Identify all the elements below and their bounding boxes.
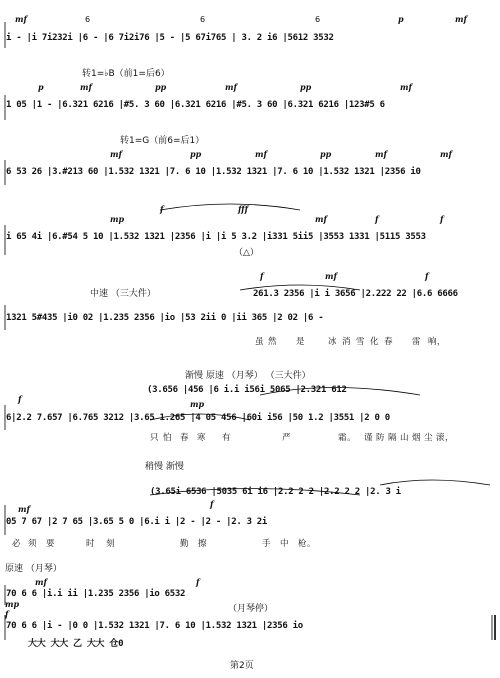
dynamic-mark: mf (400, 82, 412, 92)
notation-line: i - |i 7i232i |6 - |6 7i2i76 |5 - |5 67i765 | 3. 2 i6 |5612 3532 (6, 33, 334, 43)
dynamic-mark: p (38, 82, 44, 92)
dynamic-mark: f (375, 214, 379, 224)
lyric-char: 滚， (436, 433, 455, 443)
dynamic-mark: fff (238, 204, 249, 214)
dynamic-mark: mf (110, 149, 122, 159)
lyric-char: 消 (342, 337, 352, 347)
notation-line: 6|2.2 7.657 |6.765 3212 |3.65 1.265 |4 05 456 |60i i56 |50 1.2 |3551 |2 0 0 (6, 413, 390, 423)
lyric-char: 枪。 (298, 539, 317, 549)
lyric-char: 须 (28, 539, 38, 549)
dynamic-mark: mf (455, 14, 467, 24)
notation-line: i 65 4i |6.#54 5 10 |1.532 1321 |2356 |i |i 5 3.2 |i331 5ii5 |3553 1331 |5115 3553 (6, 232, 426, 242)
lyric-char: 隔 (388, 433, 398, 443)
lyric-char: 烟 (412, 433, 422, 443)
triangle-mark: （△） (234, 248, 259, 258)
dynamic-mark: pp (190, 149, 202, 159)
dynamic-mark: f (210, 499, 214, 509)
lyric-char: 怕 (163, 433, 173, 443)
dynamic-mark: mf (325, 271, 337, 281)
tuplet-mark: 6 (315, 15, 321, 24)
dynamic-mark: mf (225, 82, 237, 92)
lyric-char: 中 (280, 539, 290, 549)
dynamic-mark: mf (80, 82, 92, 92)
dynamic-mark: f (260, 271, 264, 281)
notation-line: 6 53 26 |3.#213 60 |1.532 1321 |7. 6 10 |1.532 1321 |7. 6 10 |1.532 1321 |2356 i0 (6, 167, 421, 177)
dynamic-mark: mp (190, 399, 205, 409)
dynamic-mark: f (196, 577, 200, 587)
dynamic-mark: pp (300, 82, 312, 92)
lyric-char: 谨 (364, 433, 374, 443)
upper-notation: 261.3 2356 |i i 3656 |2.222 22 |6.6 6666 (253, 289, 458, 299)
lyric-char: 要 (46, 539, 56, 549)
tempo-annotation: 中速 （三大件） (90, 289, 156, 299)
dynamic-mark: mp (5, 599, 20, 609)
percussion-line: 大大 大大 乙 大大 仓0 (28, 639, 124, 649)
lyric-char: 雷 (412, 337, 422, 347)
page-number: 第2页 (230, 661, 254, 671)
lyric-char: 必 (12, 539, 22, 549)
notation-line: 70 6 6 |i - |0 0 |1.532 1321 |7. 6 10 |1.532 1321 |2356 io (6, 621, 303, 631)
lyric-char: 是 (296, 337, 306, 347)
dynamic-mark: f (440, 214, 444, 224)
lyric-char: 然 (268, 337, 278, 347)
lyric-char: 防 (376, 433, 386, 443)
notation-line: 05 7 67 |2 7 65 |3.65 5 0 |6.i i |2 - |2 - |2. 3 2i (6, 517, 268, 527)
lyric-char: 山 (400, 433, 410, 443)
tempo-annotation: 稍慢 渐慢 (145, 462, 184, 472)
lyric-char: 冰 (328, 337, 338, 347)
dynamic-mark: f (18, 394, 22, 404)
lyric-char: 勤 (180, 539, 190, 549)
lyric-char: 春 (180, 433, 190, 443)
tuplet-mark: 6 (200, 15, 206, 24)
lyric-char: 严 (282, 433, 292, 443)
lyric-char: 寒 (197, 433, 207, 443)
dynamic-mark: mf (440, 149, 452, 159)
lyric-char: 霜。 (338, 433, 357, 443)
upper-notation: (3.656 |456 |6 i.i i56i 5065 |2.321 612 (147, 385, 347, 395)
lyric-char: 手 (262, 539, 272, 549)
lyric-char: 刻 (106, 539, 116, 549)
key-change-annotation: 转1=G（前6=后1） (120, 136, 205, 146)
tuplet-mark: 6 (85, 15, 91, 24)
dynamic-mark: f (5, 609, 9, 619)
lyric-char: 擦 (198, 539, 208, 549)
lyric-char: 时 (86, 539, 96, 549)
dynamic-mark: mf (35, 577, 47, 587)
dynamic-mark: mf (315, 214, 327, 224)
key-change-annotation: 转1=♭B（前1=后6） (82, 69, 170, 79)
dynamic-mark: mf (15, 14, 27, 24)
notation-line: 1321 5#435 |i0 02 |1.235 2356 |io |53 2ii 0 |ii 365 |2 02 |6 - (6, 313, 324, 323)
lyric-char: 春 (384, 337, 394, 347)
dynamic-mark: pp (155, 82, 167, 92)
upper-notation: (3.65i 6536 |5035 6i i6 |2.2 2 2 |2.2 2 2 |2. 3 i (150, 487, 401, 497)
tempo-annotation: 渐慢 原速 （月琴） （三大件） (185, 371, 311, 381)
lyric-char: 化 (370, 337, 380, 347)
lyric-char: 只 (150, 433, 160, 443)
lyric-char: 有 (222, 433, 232, 443)
instrument-annotation: （月琴停） (228, 604, 274, 614)
lyric-char: 虽 (255, 337, 265, 347)
dynamic-mark: pp (320, 149, 332, 159)
dynamic-mark: f (160, 204, 164, 214)
lyric-char: 响， (428, 337, 447, 347)
dynamic-mark: mf (255, 149, 267, 159)
dynamic-mark: p (398, 14, 404, 24)
dynamic-mark: f (425, 271, 429, 281)
notation-line: 70 6 6 |i.i ii |1.235 2356 |io 6532 (6, 589, 186, 599)
notation-line: 1 05 |1 - |6.321 6216 |#5. 3 60 |6.321 6216 |#5. 3 60 |6.321 6216 |123#5 6 (6, 100, 385, 110)
lyric-char: 雪 (356, 337, 366, 347)
dynamic-mark: mf (18, 504, 30, 514)
tempo-annotation: 原速 （月琴） (5, 564, 62, 574)
lyric-char: 尘 (424, 433, 434, 443)
dynamic-mark: mp (110, 214, 125, 224)
dynamic-mark: mf (375, 149, 387, 159)
